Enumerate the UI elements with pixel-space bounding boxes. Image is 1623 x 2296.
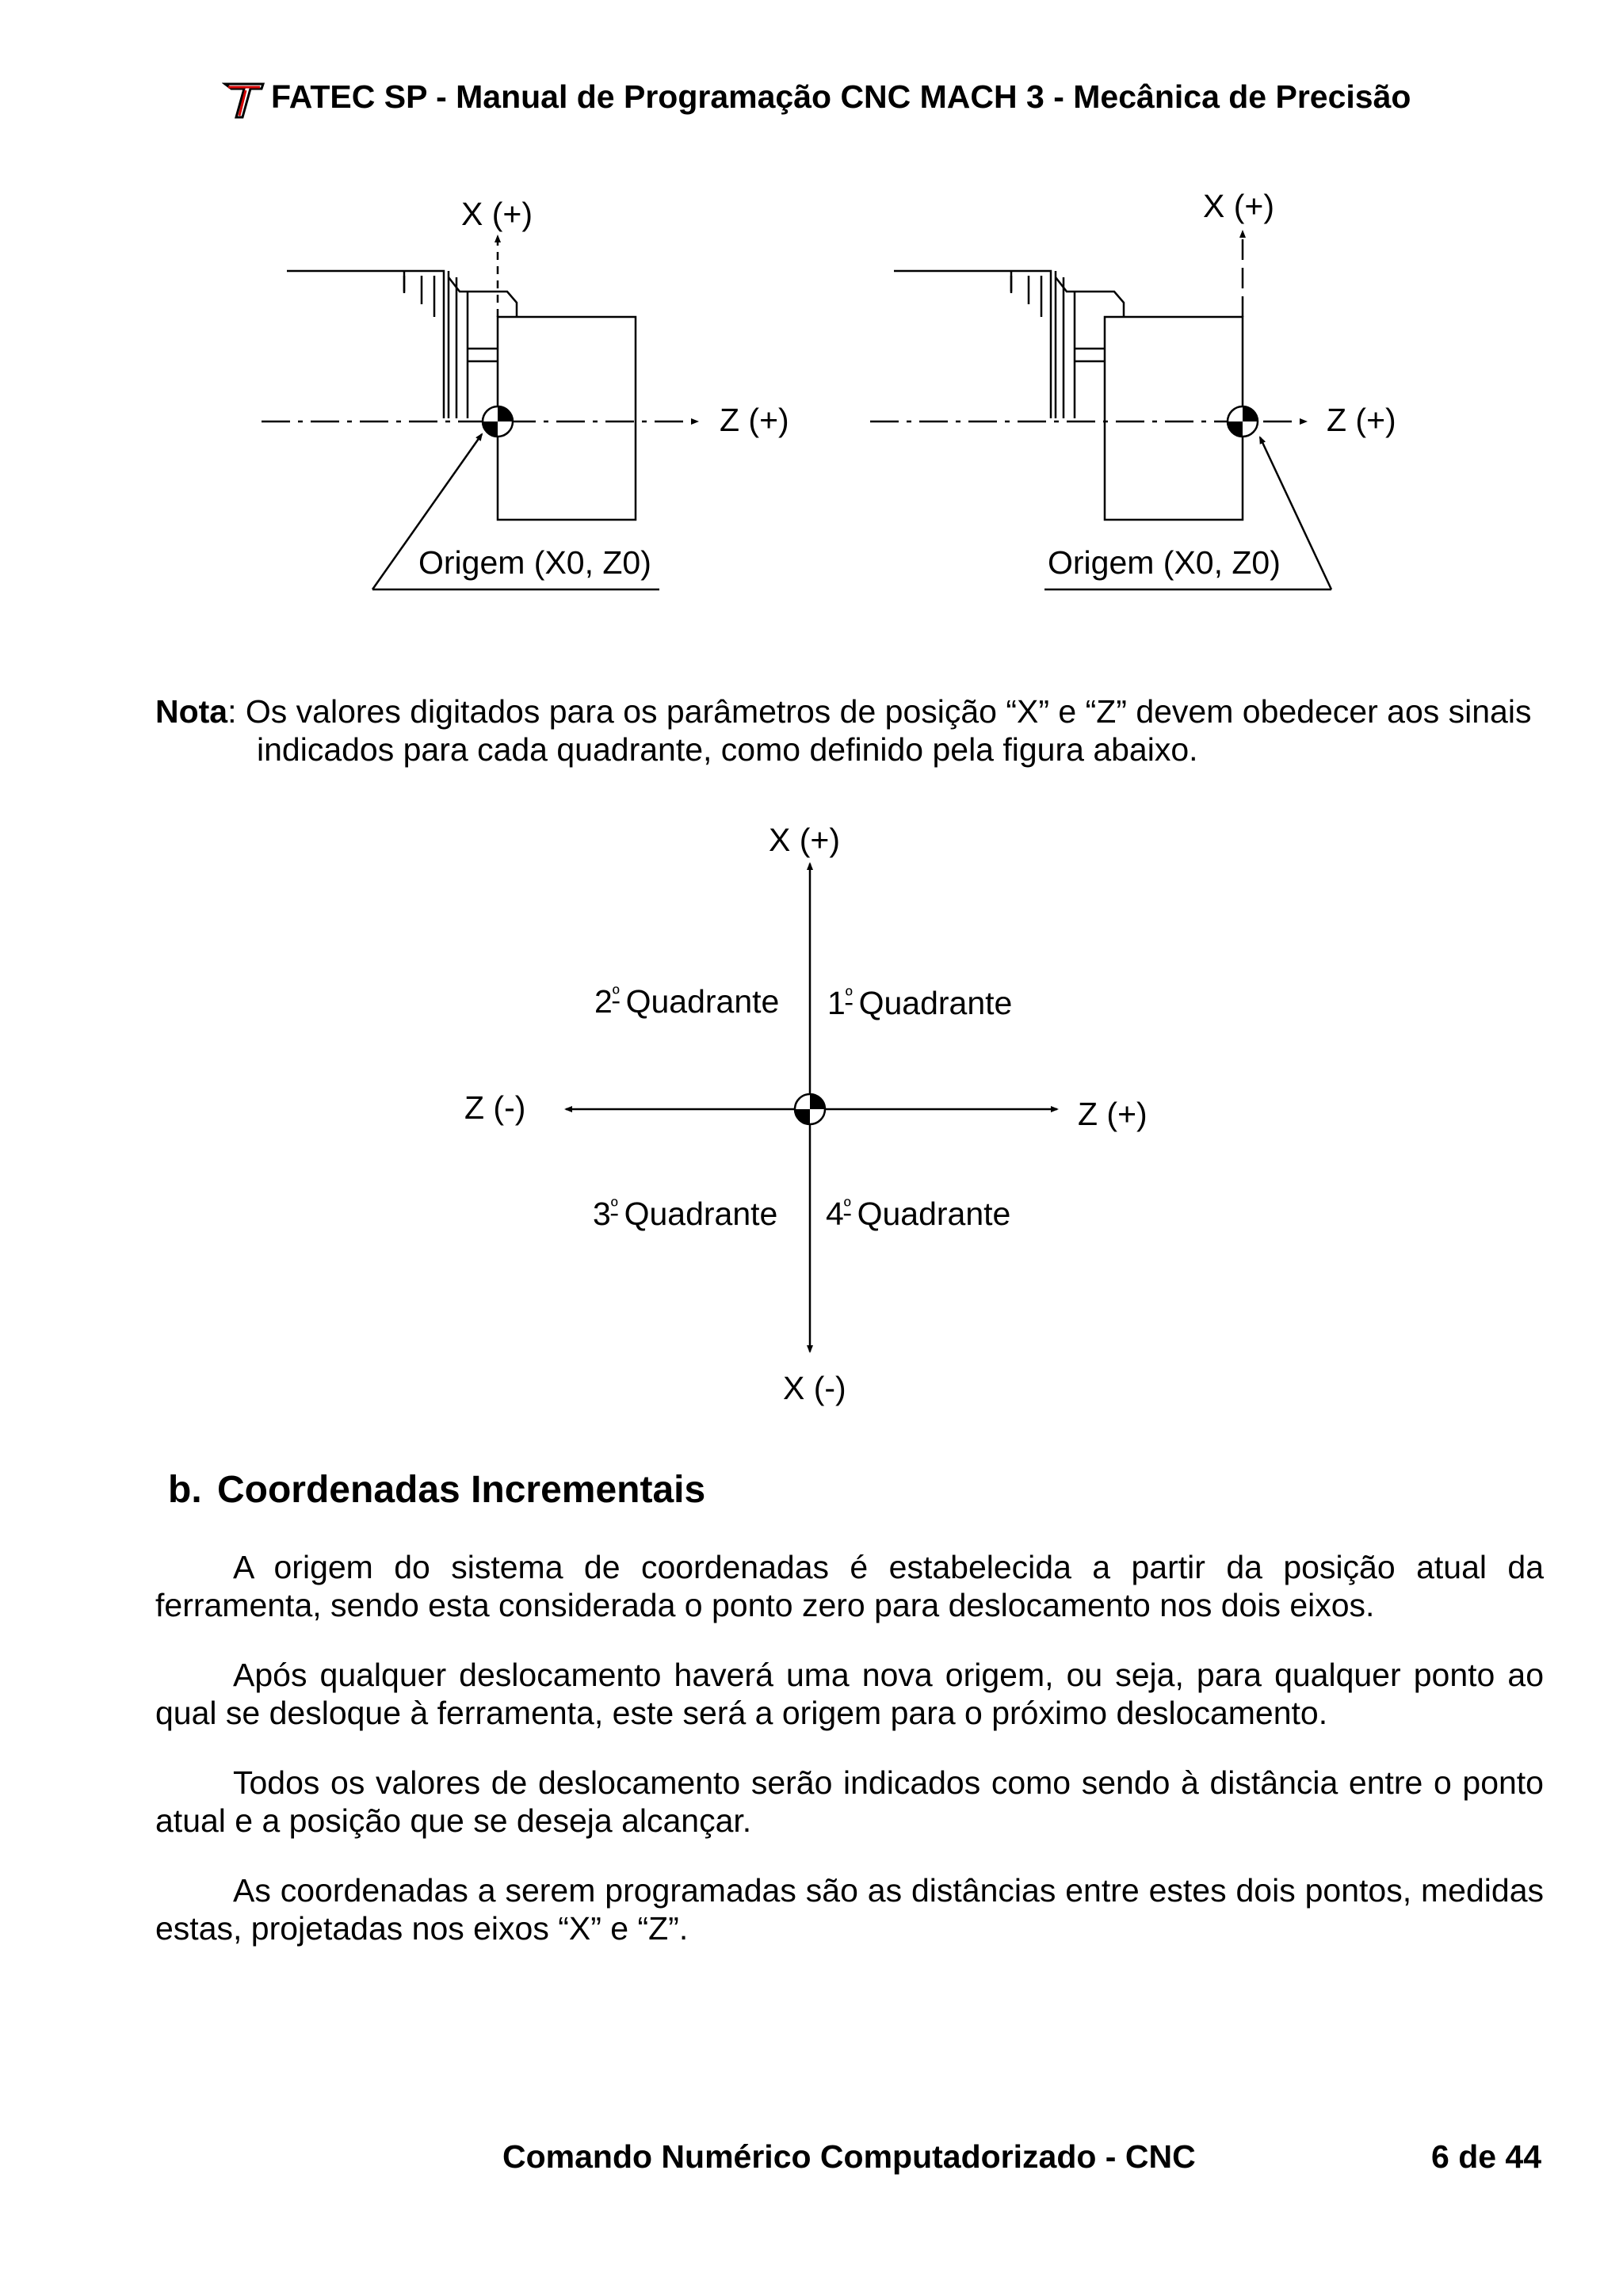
origin-symbol-quadrant — [795, 1094, 825, 1124]
note-line-1: : Os valores digitados para os parâmetros de posição “X” e “Z” devem obedecer aos sinais — [227, 693, 1532, 730]
header-title: FATEC SP - Manual de Programação CNC MACH 3 - Mecânica de Precisão — [271, 78, 1411, 115]
quadrant-x-neg-label: X (-) — [783, 1370, 846, 1406]
lathe-diagram-left — [262, 236, 697, 589]
lathe-diagram-right — [870, 231, 1331, 589]
quadrant-3-label: $3^º$ Quadrante — [593, 1196, 778, 1232]
right-x-axis-label: X (+) — [1203, 188, 1274, 224]
paragraph: Após qualquer deslocamento haverá uma nova origem, ou seja, para qualquer ponto ao qual se desloque à ferramenta, este será a origem para o próximo deslocamento. — [155, 1657, 1544, 1731]
left-z-axis-label: Z (+) — [720, 402, 789, 438]
quadrant-2-label: $2^º$ Quadrante — [594, 983, 780, 1020]
quadrant-z-pos-label: Z (+) — [1078, 1096, 1148, 1132]
paragraph: A origem do sistema de coordenadas é estabelecida a partir da posição atual da ferramenta, sendo esta considerada o ponto zero para deslocamento nos dois eixos. — [155, 1549, 1544, 1623]
right-origin-label: Origem (X0, Z0) — [1048, 544, 1281, 581]
paragraph: Todos os valores de deslocamento serão indicados como sendo à distância entre o ponto atual e a posição que se deseja alcançar. — [155, 1764, 1544, 1839]
left-origin-label: Origem (X0, Z0) — [418, 544, 651, 581]
quadrant-z-neg-label: Z (-) — [464, 1089, 526, 1126]
note-line-2: indicados para cada quadrante, como definido pela figura abaixo. — [257, 731, 1198, 768]
section-title: Coordenadas Incrementais — [217, 1469, 706, 1511]
section-number: b. — [168, 1469, 202, 1511]
note-label: Nota — [155, 693, 228, 730]
quadrant-x-pos-label: X (+) — [769, 822, 840, 858]
paragraph: As coordenadas a serem programadas são as distâncias entre estes dois pontos, medidas estas, projetadas nos eixos “X” e “Z”. — [155, 1872, 1544, 1947]
origin-symbol-right — [1228, 406, 1258, 437]
diagrams — [0, 174, 1623, 1442]
page-number: 6 de 44 — [1431, 2138, 1542, 2175]
note — [155, 692, 1544, 769]
quadrant-4-label: $4^º$ Quadrante — [826, 1196, 1011, 1232]
page-header — [222, 76, 1458, 124]
section-heading — [168, 1468, 705, 1512]
footer-title: Comando Numérico Computadorizado - CNC — [502, 2138, 1196, 2175]
left-x-axis-label: X (+) — [461, 196, 533, 232]
right-z-axis-label: Z (+) — [1327, 402, 1396, 438]
quadrant-1-label: $1^º$ Quadrante — [827, 985, 1013, 1021]
origin-symbol-left — [483, 406, 513, 437]
fatec-logo-icon — [222, 79, 266, 120]
